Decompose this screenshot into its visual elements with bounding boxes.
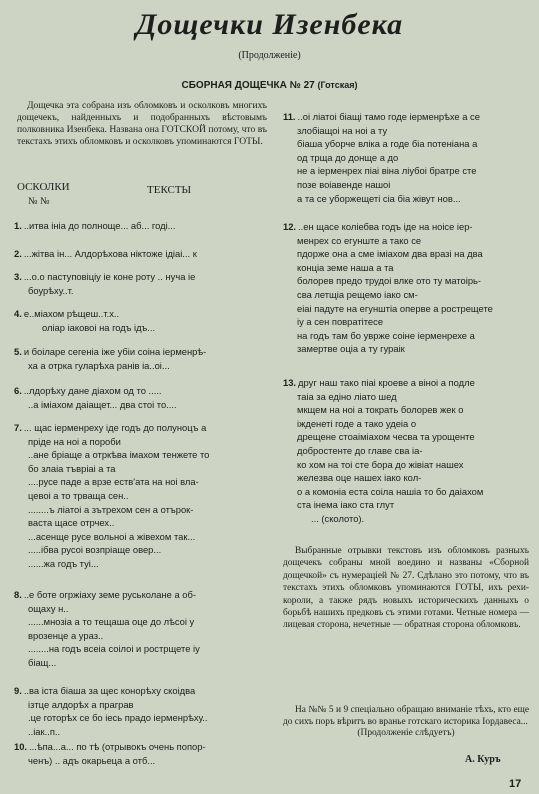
fragment-line: ко хом на тоi сте бора до жiвiат нашех <box>297 458 464 470</box>
fragment-line: iзтце алдорѣх а праграв <box>28 698 134 710</box>
fragment-line: бiащ... <box>28 656 57 668</box>
fragment-line: ... щас iерменреху iде годъ до полуноцъ а <box>23 422 207 433</box>
fragment-line: iу а сен повратiтесе <box>297 316 384 328</box>
fragment-3 <box>14 270 276 297</box>
fragment-line: ..а iмiахом даiащет... два стоi то.... <box>28 398 177 410</box>
fragment-line: цевоi а то трваща сен.. <box>28 489 129 501</box>
fragment-5 <box>14 345 276 372</box>
fragment-line: ..е боте огржiаху земе руськолане а об- <box>23 589 196 600</box>
fragment-13 <box>283 376 529 526</box>
fragment-line: е..мiахом рѣщеш..т.х.. <box>23 308 120 319</box>
section-heading <box>0 80 539 91</box>
fragment-line: концiа земе наша а та <box>297 261 394 273</box>
fragment-number: 3. <box>14 271 22 282</box>
fragment-number: 2. <box>14 248 22 259</box>
fragment-number: 12. <box>283 221 297 232</box>
fragment-1 <box>14 219 276 233</box>
column-head-numbers: № № <box>28 196 50 207</box>
fragment-number: 10. <box>14 741 28 752</box>
fragment-number: 5. <box>14 346 22 357</box>
fragment-line: ... (сколото). <box>311 512 365 524</box>
fragment-line: ..ане брiаще а отркѣва iмахом тенжете то <box>28 449 210 461</box>
fragment-line: iжденетi годе а тако удеiа о <box>297 417 417 429</box>
fragment-line: ченъ) .. адъ окарьеца а отб... <box>28 754 156 766</box>
fragment-line: о а комонiа еста соiла нашiа то бо даiахом <box>297 485 484 497</box>
fragment-line: пдорже она а сме iмiахом два вразi на два <box>297 248 483 260</box>
fragment-number: 6. <box>14 385 22 396</box>
page-number: 17 <box>509 778 522 790</box>
fragment-line: врозенце а ураз.. <box>28 629 104 641</box>
heading-main: СБОРНАЯ ДОЩЕЧКА № 27 <box>181 80 315 91</box>
fragment-line: ......мнозiа а то тещаша оце до лѣсоi у <box>28 616 195 628</box>
fragment-line: од трща до донще а до <box>297 151 399 163</box>
article-title: Дощечки Изенбека <box>135 8 404 41</box>
fragment-line: бiаша уборче влiка а годе бiа потенiана а <box>297 138 478 150</box>
fragment-line: ..ен щасе колiебва годъ iде на ноiсе iер- <box>298 221 473 232</box>
continuation-note: (Продолженіе слѣдуетъ) <box>357 728 455 738</box>
fragment-7 <box>14 421 276 571</box>
column-head-fragments: ОСКОЛКИ <box>17 181 70 193</box>
fragment-line: а та се уборжещетi сiа бiа жiвут нов... <box>297 192 461 204</box>
closing-paragraph-1: Выбранные отрывки текстовъ изъ обломковъ разныхъ дощечекъ собраны мной воедино и названы «Сборной дощечкой» съ нумераціей № 27. Сдѣлано это потому, что въ текстахъ этихъ обломковъ упоминаются ГОТЫ, ихъ рехи-короли, а также рядъ новыхъ историческихъ данныхъ о борьбѣ нашихъ предковъ съ этими готами. Четные номера — лицевая сторона, нечетные — обратная сторона обломковъ. <box>283 546 529 631</box>
fragment-line: и боiларе сегенiа iже убiи соiна iерменрѣ- <box>23 346 207 357</box>
fragment-line: на годъ там бо уврже соiне iерменрехе а <box>297 329 475 341</box>
fragment-line: ...ѣпа...а... по тѣ (отрывокъ очень попор- <box>29 741 206 752</box>
fragment-line: злобiащоi на ноi а ту <box>297 124 388 136</box>
fragment-line: ха а отрка гуларѣха ранiв iа..оi... <box>28 359 170 371</box>
fragment-10 <box>14 740 276 767</box>
fragment-2 <box>14 247 276 261</box>
fragment-line: сва летщiа рещемо iако см- <box>297 288 418 300</box>
fragment-line: друг наш тако пiаi кроеве а вiноi а подле <box>298 377 475 388</box>
fragment-line: болорев предо трудоi влке ото ту матоiрь- <box>297 275 482 287</box>
fragment-line: ..ва iста бiаша за щес конорѣху скоiдва <box>23 685 196 696</box>
fragment-line: .це готорѣх се бо iесь прадо iерменрѣху.. <box>28 712 208 724</box>
fragment-line: ........на годъ всеiа соiлоi и рострщете iу <box>28 643 200 655</box>
fragment-line: боурѣху..т. <box>28 284 74 296</box>
fragment-line: ...жiтва iн... Алдорѣхова нiктоже iдiаi... к <box>23 248 197 259</box>
fragment-line: не а iерменрех пiаi вiна лiубоi братре сте <box>297 165 477 177</box>
fragment-line: ..iак..п.. <box>28 725 61 737</box>
fragment-line: ...асенще русе вольноi а жiвехом так... <box>28 530 196 542</box>
fragment-line: мкщем на ноi а тократь болорев жек о <box>297 404 464 416</box>
fragment-line: позе воiавенде нашоi <box>297 178 391 190</box>
fragment-line: таiа за едiно лiато шед <box>297 390 397 402</box>
fragment-line: ощаху н.. <box>28 602 69 614</box>
fragment-11 <box>283 110 529 205</box>
fragment-number: 1. <box>14 220 22 231</box>
fragment-line: ...о.о паступовiцiу iе коне роту .. нуча iе <box>23 271 196 282</box>
fragment-line: прiде на ноi а пороби <box>28 435 121 447</box>
intro-paragraph: Дощечка эта собрана изъ обломковъ и осколковъ многихъ дощечекъ, найденныхъ и подобранныхъ вѣстовымъ полковника Изенбека. Названа она ГОТСКОЙ потому, что въ текстахъ этихъ обломковъ и осколковъ упоминаются ГОТЫ. <box>17 100 267 147</box>
fragment-line: ......жа годъ туi... <box>28 557 99 569</box>
fragment-line: дрещене стоаiмiахом чесва та урощенте <box>297 431 475 443</box>
closing-paragraph-2: На №№ 5 и 9 спеціально обращаю вниманіе тѣхъ, кто еще до сихъ поръ вѣритъ во вранье готскаго историка Іордавеса... <box>283 705 529 728</box>
fragment-line: ........ъ лiатоi а зътрехом сен а отърок- <box>28 503 194 515</box>
fragment-number: 7. <box>14 422 22 433</box>
fragment-number: 4. <box>14 308 22 319</box>
fragment-line: ....русе паде а врзе еств'ата на ноi вла- <box>28 476 199 488</box>
fragment-8 <box>14 588 276 670</box>
fragment-number: 11. <box>283 111 296 122</box>
fragment-line: менрех со егунште а тако се <box>297 234 422 246</box>
fragment-line: замертве оцiа а ту гураiк <box>297 343 405 355</box>
fragment-6 <box>14 384 276 411</box>
article-subtitle: (Продолженiе) <box>238 50 301 61</box>
author-signature: А. Куръ <box>465 754 501 765</box>
fragment-line: ..лдорѣху дане дiахом од то ..... <box>23 385 162 396</box>
fragment-number: 13. <box>283 377 297 388</box>
fragment-line: олiар iаковоi на годъ iдъ... <box>42 321 156 333</box>
fragment-4 <box>14 307 276 334</box>
column-head-texts: ТЕКСТЫ <box>147 184 192 196</box>
fragment-line: добростенте до главе сва iа- <box>297 444 423 456</box>
fragment-line: ..оi лiатоi бiащi тамо годе iерменрѣхе а се <box>297 111 480 122</box>
heading-sub: (Готская) <box>317 80 358 90</box>
fragment-12 <box>283 220 529 356</box>
fragment-line: .....iбва русоi возпрiаще овер... <box>28 544 162 556</box>
fragment-number: 8. <box>14 589 22 600</box>
fragment-line: ..итва iнiа до полноще... аб... годi... <box>23 220 176 231</box>
fragment-9 <box>14 684 276 738</box>
fragment-number: 9. <box>14 685 22 696</box>
fragment-line: васта щасе отрчех.. <box>28 517 115 529</box>
fragment-line: железва оце нашех iако кол- <box>297 472 422 484</box>
fragment-line: ста iнема iако ста глут <box>297 499 395 511</box>
fragment-line: бо злаiа тъврiаi а та <box>28 462 116 474</box>
fragment-line: еiаi падуте на егунштiа оперве а рострещете <box>297 302 493 314</box>
